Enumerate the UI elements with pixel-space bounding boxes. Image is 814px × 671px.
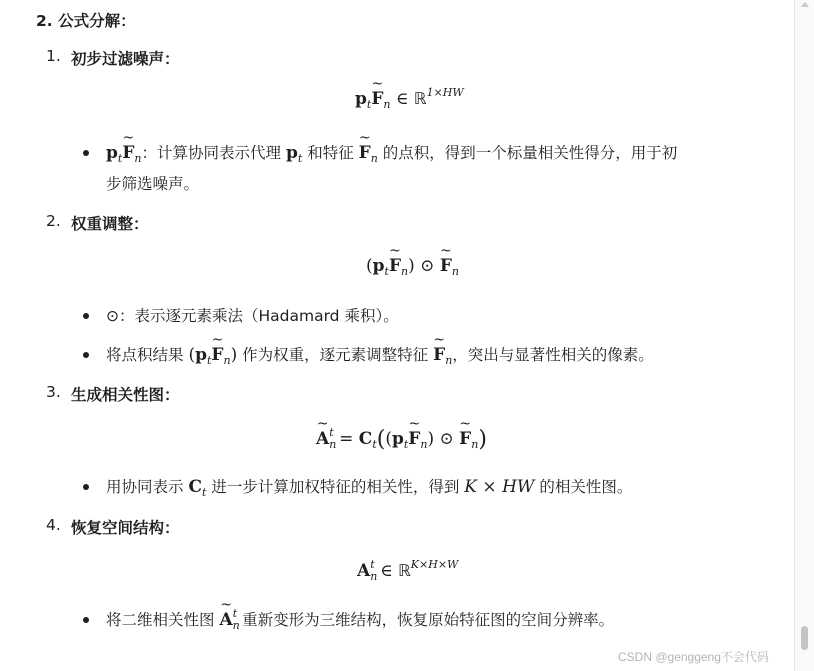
bullet-2-2: 将点积结果 ($p_t\sim$ $F_n$) 作为权重，逐元素调整特征 ~ $F_n$，突出与显著性相关的像素。 (106, 343, 654, 367)
watermark: CSDN @genggeng不会代码 (618, 650, 769, 664)
bullet-dot (83, 352, 89, 358)
bullet-2-1: ⊙：表示逐元素乘法（Hadamard 乘积）。 (106, 307, 399, 325)
formula-3: ~ $A_n^t$ = $C_t((p_t\sim$ $F_n$) ⊙ ~ $F_n$) (316, 426, 487, 452)
bullet-2-2-after: ，突出与显著性相关的像素。 (452, 346, 654, 364)
bullet-1-1-mid1: 和特征 (307, 144, 354, 162)
formula-2: ($p_t\sim$ $F_n$) ⊙ ~ $F_n$ (366, 256, 459, 278)
bullet-1-1-line-2: 步筛选噪声。 (106, 175, 200, 193)
bullet-3-1: 用协同表示 $C_t$ 进一步计算加权特征的相关性，得到 K × HW 的相关性图。 (106, 477, 633, 499)
bullet-3-1-after: 的相关性图。 (539, 478, 633, 496)
bullet-1-1-line-1: $p_t\sim$ $F_n$：计算协同表示代理 $p_t$ 和特征 ~ $F_n$ 的点积，得到一个标量相关性得分，用于初 (106, 141, 677, 165)
bullet-4-1: 将二维相关性图 ~ $A_n^t$ 重新变形为三维结构，恢复原始特征图的空间分辨率。 (106, 607, 614, 632)
bullet-dot (83, 617, 89, 623)
item-1-title: 初步过滤噪声： (71, 50, 180, 68)
item-1-number: 1. (46, 47, 61, 65)
item-4-title: 恢复空间结构： (71, 519, 180, 537)
bullet-4-1-after: 重新变形为三维结构，恢复原始特征图的空间分辨率。 (242, 611, 615, 629)
item-3-title: 生成相关性图： (71, 386, 180, 404)
scroll-up-arrow-icon[interactable] (801, 2, 809, 7)
bullet-dot (83, 313, 89, 319)
vertical-scrollbar[interactable] (794, 0, 814, 671)
formula-4: $A_n^t$ ∈ ℝ$^{K\times H\times W}$ (357, 558, 459, 583)
bullet-4-1-before: 将二维相关性图 (106, 611, 215, 629)
item-2-number: 2. (46, 212, 61, 230)
item-3-number: 3. (46, 383, 61, 401)
bullet-1-1-label: ：计算协同表示代理 (141, 144, 281, 162)
section-title: 2. 公式分解： (36, 12, 136, 30)
bullet-dot (83, 484, 89, 490)
bullet-2-2-middle: 作为权重，逐元素调整特征 (242, 346, 429, 364)
scrollbar-thumb[interactable] (801, 626, 808, 650)
bullet-dot (83, 150, 89, 156)
bullet-1-1-mid2: 的点积，得到一个标量相关性得分，用于初 (382, 144, 678, 162)
item-4-number: 4. (46, 516, 61, 534)
item-2-title: 权重调整： (71, 215, 149, 233)
formula-1: $p_t\sim$ $F_n$ ∈ ℝ$^{1\times HW}$ (355, 86, 464, 111)
bullet-2-2-before: 将点积结果 (106, 346, 184, 364)
bullet-3-1-before: 用协同表示 (106, 478, 184, 496)
bullet-3-1-middle: 进一步计算加权特征的相关性，得到 (211, 478, 460, 496)
